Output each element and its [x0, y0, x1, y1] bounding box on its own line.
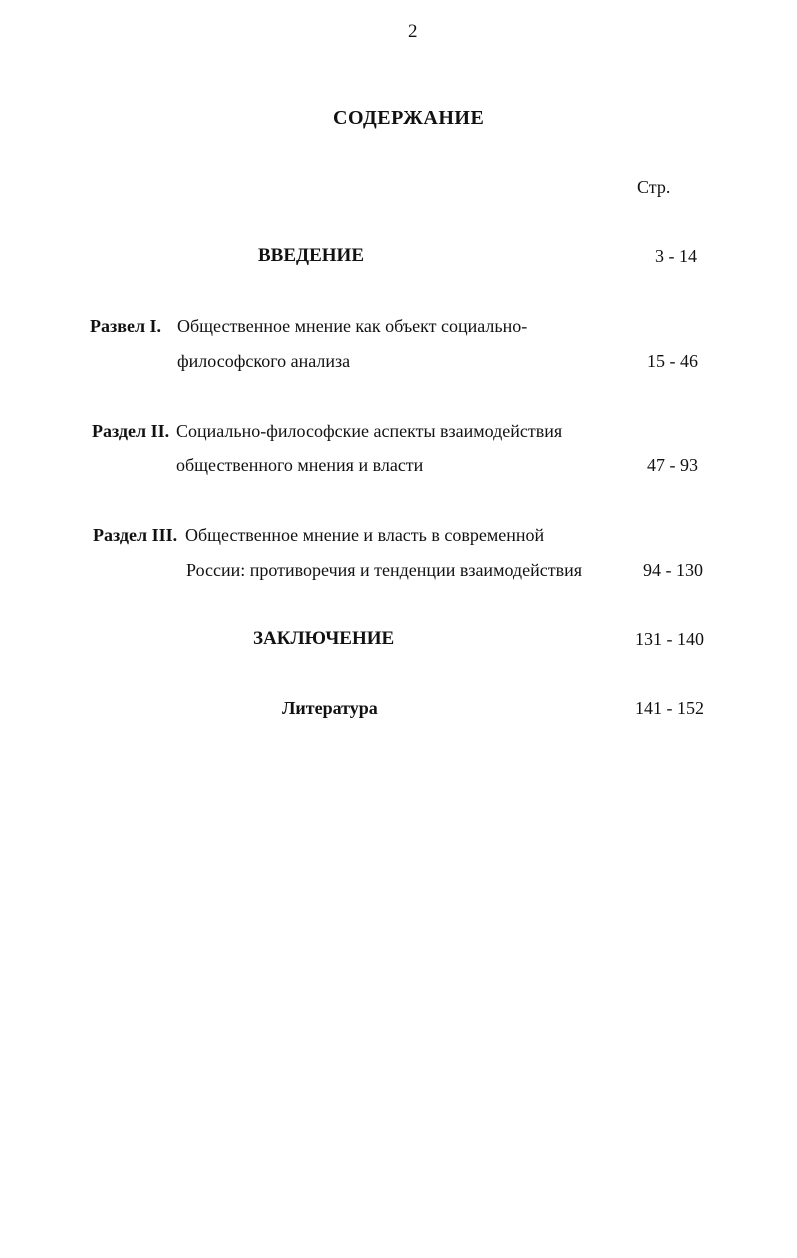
toc-section2-pages: 47 - 93 — [647, 455, 698, 475]
toc-section3-label: Раздел III. — [93, 525, 178, 545]
toc-section1-line1: Общественное мнение как объект социально- — [177, 316, 528, 336]
toc-section2-label: Раздел II. — [92, 421, 170, 441]
toc-section2-line2: общественного мнения и власти — [176, 455, 424, 475]
toc-literature-pages: 141 - 152 — [635, 698, 704, 718]
toc-section3-line1: Общественное мнение и власть в современной — [185, 525, 545, 545]
page-title: СОДЕРЖАНИЕ — [333, 107, 485, 129]
toc-section2-line1: Социально-философские аспекты взаимодействия — [176, 421, 563, 441]
toc-literature-title: Литература — [282, 698, 378, 718]
toc-section1-label: Развел I. — [90, 316, 162, 336]
toc-section3-line2: России: противоречия и тенденции взаимодействия — [186, 560, 582, 580]
toc-section1-pages: 15 - 46 — [647, 351, 698, 371]
page-number: 2 — [408, 21, 418, 42]
toc-conclusion-title: ЗАКЛЮЧЕНИЕ — [253, 628, 395, 649]
toc-section3-pages: 94 - 130 — [643, 560, 703, 580]
toc-conclusion-pages: 131 - 140 — [635, 629, 704, 649]
toc-intro-title: ВВЕДЕНИЕ — [258, 245, 364, 266]
toc-section1-line2: философского анализа — [177, 351, 351, 371]
page-column-label: Стр. — [637, 177, 671, 197]
toc-intro-pages: 3 - 14 — [655, 246, 697, 266]
